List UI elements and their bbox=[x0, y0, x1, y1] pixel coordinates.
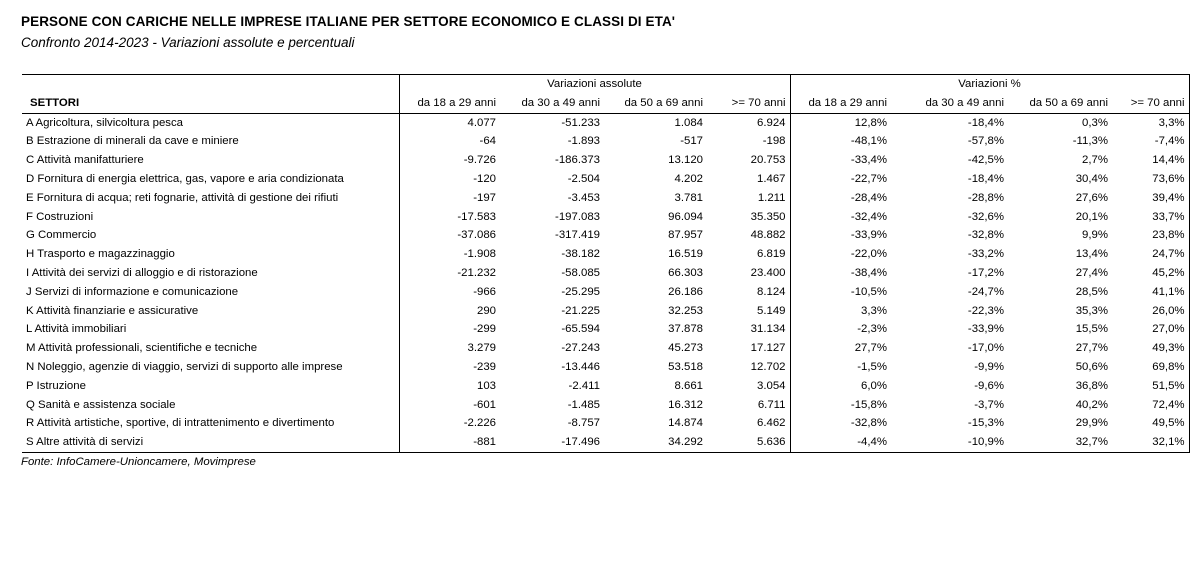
pct-value-cell: -32,4% bbox=[790, 208, 891, 227]
pct-value-cell: -3,7% bbox=[974, 398, 1005, 411]
abs-value-cell: -38.182 bbox=[561, 248, 600, 261]
table-row bbox=[22, 264, 1189, 283]
sector-cell: R Attività artistiche, sportive, di intrattenimento e divertimento bbox=[26, 417, 335, 430]
abs-value-cell: -601 bbox=[399, 396, 500, 415]
pct-value-cell: 6,0% bbox=[790, 377, 891, 396]
pct-value-cell: 32,1% bbox=[1112, 433, 1189, 452]
pct-value-cell: -9,9% bbox=[974, 360, 1005, 373]
table-row bbox=[22, 132, 1189, 151]
abs-value-cell: -3.453 bbox=[567, 191, 600, 204]
sector-cell: K Attività finanziarie e assicurative bbox=[26, 304, 199, 317]
table-body bbox=[22, 113, 1189, 452]
pct-value-cell: -33,9% bbox=[790, 226, 891, 245]
table-row bbox=[22, 113, 1189, 132]
group-header-blank bbox=[22, 75, 399, 94]
pct-value-cell: -28,8% bbox=[967, 191, 1005, 204]
data-table bbox=[22, 74, 1190, 453]
column-header-pct-18-29: da 18 a 29 anni bbox=[790, 94, 891, 113]
abs-value-cell: -966 bbox=[399, 283, 500, 302]
abs-value-cell: -1.908 bbox=[399, 245, 500, 264]
abs-value-cell: 31.134 bbox=[750, 323, 786, 336]
abs-value-cell: 87.957 bbox=[668, 229, 703, 242]
abs-value-cell: 13.120 bbox=[668, 154, 703, 167]
abs-value-cell: 20.753 bbox=[750, 154, 786, 167]
abs-value-cell: 5.149 bbox=[757, 304, 786, 317]
column-header-abs-30-49: da 30 a 49 anni bbox=[500, 94, 604, 113]
sector-cell: B Estrazione di minerali da cave e miniere bbox=[26, 135, 239, 148]
abs-value-cell: -37.086 bbox=[399, 226, 500, 245]
pct-value-cell: -33,9% bbox=[967, 323, 1005, 336]
pct-value-cell: 27,0% bbox=[1112, 320, 1189, 339]
sector-cell: P Istruzione bbox=[26, 379, 86, 392]
abs-value-cell: -51.233 bbox=[561, 116, 600, 129]
abs-value-cell: -21.225 bbox=[561, 304, 600, 317]
sector-cell: F Costruzioni bbox=[26, 210, 94, 223]
column-header-abs-70: >= 70 anni bbox=[707, 94, 790, 113]
abs-value-cell: 3.781 bbox=[674, 191, 703, 204]
abs-value-cell: 23.400 bbox=[750, 266, 786, 279]
abs-value-cell: -8.757 bbox=[567, 417, 600, 430]
column-header-pct-50-69: da 50 a 69 anni bbox=[1008, 94, 1112, 113]
pct-value-cell: -1,5% bbox=[790, 358, 891, 377]
pct-value-cell: 3,3% bbox=[1112, 113, 1189, 132]
pct-value-cell: -32,6% bbox=[967, 210, 1005, 223]
pct-value-cell: 50,6% bbox=[1075, 360, 1109, 373]
pct-value-cell: 20,1% bbox=[1075, 210, 1109, 223]
abs-value-cell: -881 bbox=[399, 433, 500, 452]
abs-value-cell: 4.202 bbox=[674, 172, 703, 185]
pct-value-cell: -28,4% bbox=[790, 189, 891, 208]
pct-value-cell: -9,6% bbox=[974, 379, 1005, 392]
pct-value-cell: -11,3% bbox=[1072, 135, 1109, 148]
pct-value-cell: 35,3% bbox=[1075, 304, 1109, 317]
sector-cell: E Fornitura di acqua; reti fognarie, attività di gestione dei rifiuti bbox=[26, 191, 339, 204]
abs-value-cell: 8.661 bbox=[674, 379, 703, 392]
abs-value-cell: -186.373 bbox=[555, 154, 600, 167]
abs-value-cell: -1.485 bbox=[567, 398, 600, 411]
abs-value-cell: -197 bbox=[399, 189, 500, 208]
abs-value-cell: 96.094 bbox=[668, 210, 703, 223]
table-subtitle: Confronto 2014-2023 - Variazioni assolute e percentuali bbox=[21, 35, 355, 50]
abs-value-cell: 34.292 bbox=[604, 433, 707, 452]
sector-cell: S Altre attività di servizi bbox=[22, 433, 399, 452]
pct-value-cell: 14,4% bbox=[1112, 151, 1189, 170]
group-header-row bbox=[22, 75, 1189, 94]
pct-value-cell: 49,5% bbox=[1112, 414, 1189, 433]
pct-value-cell: 45,2% bbox=[1112, 264, 1189, 283]
pct-value-cell: -22,7% bbox=[790, 170, 891, 189]
abs-value-cell: 14.874 bbox=[668, 417, 703, 430]
abs-value-cell: -198 bbox=[762, 135, 786, 148]
sector-cell: M Attività professionali, scientifiche e tecniche bbox=[26, 342, 258, 355]
abs-value-cell: 3.054 bbox=[757, 379, 786, 392]
pct-value-cell: 27,7% bbox=[790, 339, 891, 358]
abs-value-cell: 290 bbox=[399, 302, 500, 321]
pct-value-cell: 2,7% bbox=[1082, 154, 1109, 167]
abs-value-cell: 35.350 bbox=[750, 210, 786, 223]
pct-value-cell: 49,3% bbox=[1112, 339, 1189, 358]
abs-value-cell: -517 bbox=[680, 135, 703, 148]
abs-value-cell: 103 bbox=[399, 377, 500, 396]
pct-value-cell: -22,0% bbox=[790, 245, 891, 264]
table-title: PERSONE CON CARICHE NELLE IMPRESE ITALIANE PER SETTORE ECONOMICO E CLASSI DI ETA' bbox=[21, 14, 676, 29]
pct-value-cell: -7,4% bbox=[1112, 132, 1189, 151]
column-header-pct-70: >= 70 anni bbox=[1112, 94, 1189, 113]
table-row bbox=[22, 320, 1189, 339]
pct-value-cell: 3,3% bbox=[790, 302, 891, 321]
pct-value-cell: -17,2% bbox=[967, 266, 1005, 279]
abs-value-cell: 48.882 bbox=[750, 229, 786, 242]
pct-value-cell: 40,2% bbox=[1075, 398, 1109, 411]
table-row bbox=[22, 151, 1189, 170]
pct-value-cell: -18,4% bbox=[967, 172, 1005, 185]
pct-value-cell: -38,4% bbox=[790, 264, 891, 283]
pct-value-cell: 13,4% bbox=[1075, 248, 1109, 261]
group-header-absolute: Variazioni assolute bbox=[399, 75, 790, 94]
sector-cell: J Servizi di informazione e comunicazione bbox=[26, 285, 239, 298]
pct-value-cell: 33,7% bbox=[1112, 208, 1189, 227]
table-row bbox=[22, 245, 1189, 264]
pct-value-cell: -32,8% bbox=[790, 414, 891, 433]
pct-value-cell: -10,9% bbox=[891, 433, 1008, 452]
pct-value-cell: -24,7% bbox=[967, 285, 1005, 298]
abs-value-cell: 26.186 bbox=[668, 285, 703, 298]
pct-value-cell: 24,7% bbox=[1112, 245, 1189, 264]
table-row bbox=[22, 377, 1189, 396]
group-header-percent: Variazioni % bbox=[790, 75, 1189, 94]
table-row bbox=[22, 396, 1189, 415]
sector-cell: G Commercio bbox=[26, 229, 97, 242]
pct-value-cell: -57,8% bbox=[967, 135, 1005, 148]
pct-value-cell: 69,8% bbox=[1112, 358, 1189, 377]
abs-value-cell: -27.243 bbox=[561, 342, 600, 355]
pct-value-cell: 73,6% bbox=[1112, 170, 1189, 189]
column-header-row bbox=[22, 94, 1189, 113]
column-header-abs-50-69: da 50 a 69 anni bbox=[604, 94, 707, 113]
abs-value-cell: -1.893 bbox=[567, 135, 600, 148]
pct-value-cell: -32,8% bbox=[967, 229, 1005, 242]
abs-value-cell: 8.124 bbox=[757, 285, 786, 298]
pct-value-cell: -15,3% bbox=[967, 417, 1005, 430]
pct-value-cell: -15,8% bbox=[790, 396, 891, 415]
table-row bbox=[22, 433, 1189, 452]
sector-cell: D Fornitura di energia elettrica, gas, vapore e aria condizionata bbox=[26, 172, 344, 185]
abs-value-cell: -65.594 bbox=[561, 323, 600, 336]
abs-value-cell: -25.295 bbox=[561, 285, 600, 298]
table-row bbox=[22, 226, 1189, 245]
abs-value-cell: 12.702 bbox=[750, 360, 786, 373]
pct-value-cell: -42,5% bbox=[967, 154, 1005, 167]
pct-value-cell: 23,8% bbox=[1112, 226, 1189, 245]
pct-value-cell: -18,4% bbox=[967, 116, 1005, 129]
abs-value-cell: 4.077 bbox=[399, 113, 500, 132]
pct-value-cell: 9,9% bbox=[1082, 229, 1109, 242]
abs-value-cell: 32.253 bbox=[668, 304, 703, 317]
pct-value-cell: -2,3% bbox=[790, 320, 891, 339]
abs-value-cell: -58.085 bbox=[561, 266, 600, 279]
abs-value-cell: 3.279 bbox=[399, 339, 500, 358]
pct-value-cell: 36,8% bbox=[1075, 379, 1109, 392]
table-row bbox=[22, 302, 1189, 321]
pct-value-cell: -17,0% bbox=[967, 342, 1005, 355]
table-row bbox=[22, 339, 1189, 358]
sector-cell: C Attività manifatturiere bbox=[26, 154, 144, 167]
abs-value-cell: 6.924 bbox=[757, 116, 786, 129]
pct-value-cell: 26,0% bbox=[1112, 302, 1189, 321]
abs-value-cell: -17.583 bbox=[399, 208, 500, 227]
pct-value-cell: -48,1% bbox=[790, 132, 891, 151]
pct-value-cell: 15,5% bbox=[1075, 323, 1109, 336]
pct-value-cell: 72,4% bbox=[1112, 396, 1189, 415]
source-note: Fonte: InfoCamere-Unioncamere, Movimprese bbox=[21, 456, 256, 468]
pct-value-cell: 27,7% bbox=[1075, 342, 1109, 355]
pct-value-cell: 27,4% bbox=[1075, 266, 1109, 279]
column-header-abs-18-29: da 18 a 29 anni bbox=[399, 94, 500, 113]
pct-value-cell: 30,4% bbox=[1075, 172, 1109, 185]
sector-cell: L Attività immobiliari bbox=[26, 323, 127, 336]
sector-cell: A Agricoltura, silvicoltura pesca bbox=[26, 116, 184, 129]
pct-value-cell: 51,5% bbox=[1112, 377, 1189, 396]
pct-value-cell: -33,2% bbox=[967, 248, 1005, 261]
pct-value-cell: -33,4% bbox=[790, 151, 891, 170]
pct-value-cell: 0,3% bbox=[1082, 116, 1109, 129]
abs-value-cell: -21.232 bbox=[399, 264, 500, 283]
pct-value-cell: 27,6% bbox=[1075, 191, 1109, 204]
abs-value-cell: -2.504 bbox=[567, 172, 600, 185]
table-row bbox=[22, 358, 1189, 377]
table-row bbox=[22, 170, 1189, 189]
abs-value-cell: 1.084 bbox=[674, 116, 703, 129]
table-row bbox=[22, 414, 1189, 433]
abs-value-cell: 45.273 bbox=[668, 342, 703, 355]
abs-value-cell: -239 bbox=[399, 358, 500, 377]
sector-cell: N Noleggio, agenzie di viaggio, servizi di supporto alle imprese bbox=[26, 360, 343, 373]
pct-value-cell: 28,5% bbox=[1075, 285, 1109, 298]
abs-value-cell: 1.211 bbox=[757, 191, 786, 204]
abs-value-cell: 6.711 bbox=[757, 398, 786, 411]
abs-value-cell: -13.446 bbox=[561, 360, 600, 373]
pct-value-cell: -10,5% bbox=[790, 283, 891, 302]
abs-value-cell: 6.819 bbox=[757, 248, 786, 261]
abs-value-cell: -2.226 bbox=[399, 414, 500, 433]
abs-value-cell: -2.411 bbox=[568, 379, 600, 392]
abs-value-cell: 66.303 bbox=[668, 266, 703, 279]
abs-value-cell: -197.083 bbox=[555, 210, 600, 223]
pct-value-cell: -4,4% bbox=[790, 433, 891, 452]
abs-value-cell: 16.519 bbox=[668, 248, 703, 261]
abs-value-cell: 5.636 bbox=[707, 433, 790, 452]
table-row bbox=[22, 189, 1189, 208]
abs-value-cell: 17.127 bbox=[750, 342, 786, 355]
table-row bbox=[22, 283, 1189, 302]
abs-value-cell: 37.878 bbox=[668, 323, 703, 336]
sector-cell: H Trasporto e magazzinaggio bbox=[26, 248, 175, 261]
column-header-pct-30-49: da 30 a 49 anni bbox=[891, 94, 1008, 113]
table-row bbox=[22, 208, 1189, 227]
abs-value-cell: -317.419 bbox=[555, 229, 600, 242]
sector-cell: Q Sanità e assistenza sociale bbox=[26, 398, 176, 411]
column-header-sector: SETTORI bbox=[22, 94, 399, 113]
pct-value-cell: 32,7% bbox=[1008, 433, 1112, 452]
abs-value-cell: -9.726 bbox=[399, 151, 500, 170]
abs-value-cell: 16.312 bbox=[668, 398, 703, 411]
abs-value-cell: 1.467 bbox=[757, 172, 786, 185]
abs-value-cell: 6.462 bbox=[757, 417, 786, 430]
pct-value-cell: -22,3% bbox=[967, 304, 1005, 317]
pct-value-cell: 41,1% bbox=[1112, 283, 1189, 302]
sector-cell: I Attività dei servizi di alloggio e di ristorazione bbox=[26, 266, 258, 279]
pct-value-cell: 29,9% bbox=[1075, 417, 1109, 430]
abs-value-cell: -120 bbox=[399, 170, 500, 189]
abs-value-cell: -17.496 bbox=[500, 433, 604, 452]
abs-value-cell: -299 bbox=[399, 320, 500, 339]
pct-value-cell: 39,4% bbox=[1112, 189, 1189, 208]
abs-value-cell: 53.518 bbox=[668, 360, 703, 373]
abs-value-cell: -64 bbox=[399, 132, 500, 151]
pct-value-cell: 12,8% bbox=[790, 113, 891, 132]
